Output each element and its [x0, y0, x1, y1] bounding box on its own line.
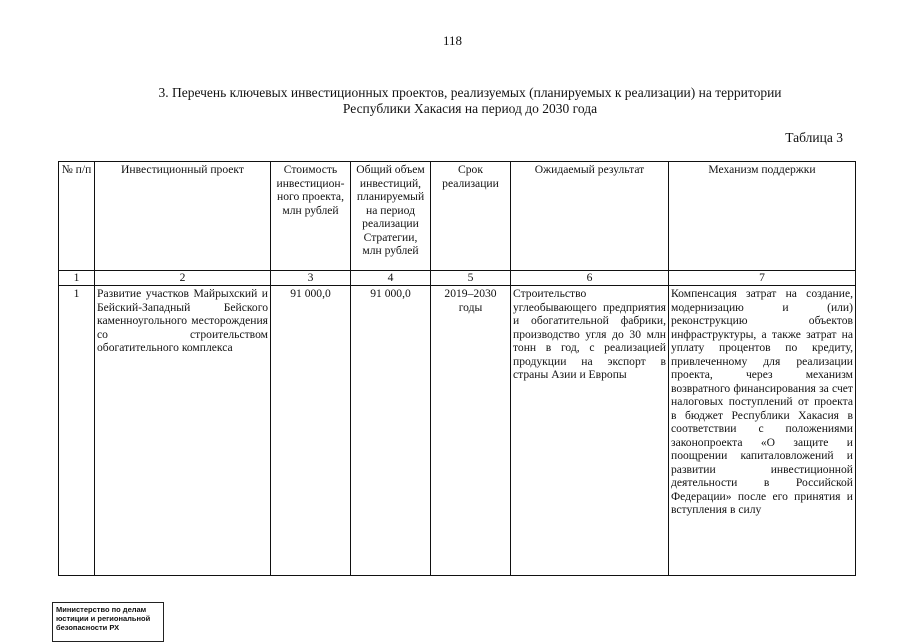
- stamp-line-2: юстиции и региональной: [56, 614, 151, 623]
- header-support-mechanism: Механизм поддержки: [669, 162, 856, 271]
- stamp-line-1: Министерство по делам: [56, 605, 147, 614]
- section-title-line-1: 3. Перечень ключевых инвестиционных проектов, реализуемых (планируемых к реализации) на территории: [158, 85, 782, 100]
- column-number: 1: [59, 271, 95, 286]
- table-header-row: [59, 162, 856, 271]
- row-expected-result: Строительство углеобывающего предприятия и обогатительной фабрики, производство угля до 30 млн тонн в год, с реализацией продукции на экспорт в страны Азии и Европы: [511, 286, 669, 576]
- header-total-investment: Общий объем инвестиций, планируемый на период реализации Стратегии, млн рублей: [351, 162, 431, 271]
- row-number: 1: [59, 286, 95, 576]
- header-project: Инвестиционный проект: [95, 162, 271, 271]
- column-number: 5: [431, 271, 511, 286]
- header-number: № п/п: [59, 162, 95, 271]
- column-number: 2: [95, 271, 271, 286]
- table-row: [59, 286, 856, 576]
- row-total-investment: 91 000,0: [351, 286, 431, 576]
- column-numbers-row: [59, 271, 856, 286]
- column-number: 3: [271, 271, 351, 286]
- section-title-line-2: Республики Хакасия на период до 2030 года: [342, 101, 598, 116]
- page-number: 118: [442, 33, 463, 48]
- row-cost: 91 000,0: [271, 286, 351, 576]
- column-number: 6: [511, 271, 669, 286]
- table-label: Таблица 3: [785, 130, 843, 145]
- investment-projects-table: [58, 161, 856, 576]
- row-project: Развитие участков Майрыхский и Бейский-Западный Бейского каменноугольного месторождения со строительством обогатительного комплекса: [95, 286, 271, 576]
- section-title: [110, 85, 830, 117]
- header-period: Срок реализации: [431, 162, 511, 271]
- header-cost: Стоимость инвестицион-ного проекта, млн рублей: [271, 162, 351, 271]
- stamp-line-3: безопасности РХ: [56, 623, 120, 632]
- column-number: 4: [351, 271, 431, 286]
- header-expected-result: Ожидаемый результат: [511, 162, 669, 271]
- column-number: 7: [669, 271, 856, 286]
- row-support-mechanism: Компенсация затрат на создание, модернизацию и (или) реконструкцию объектов инфраструктуры, а также затрат на уплату процентов по кредиту, привлеченному для реализации проекта, через механизм возвратного финансирования за счет налоговых поступлений от проекта в бюджет Республики Хакасия в соответствии с положениями законопроекта «О защите и поощрении капиталовложений и развитии инвестиционной деятельности в Российской Федерации» после его принятия и вступления в силу: [669, 286, 856, 576]
- ministry-stamp: [52, 602, 164, 642]
- row-period: 2019–2030 годы: [431, 286, 511, 576]
